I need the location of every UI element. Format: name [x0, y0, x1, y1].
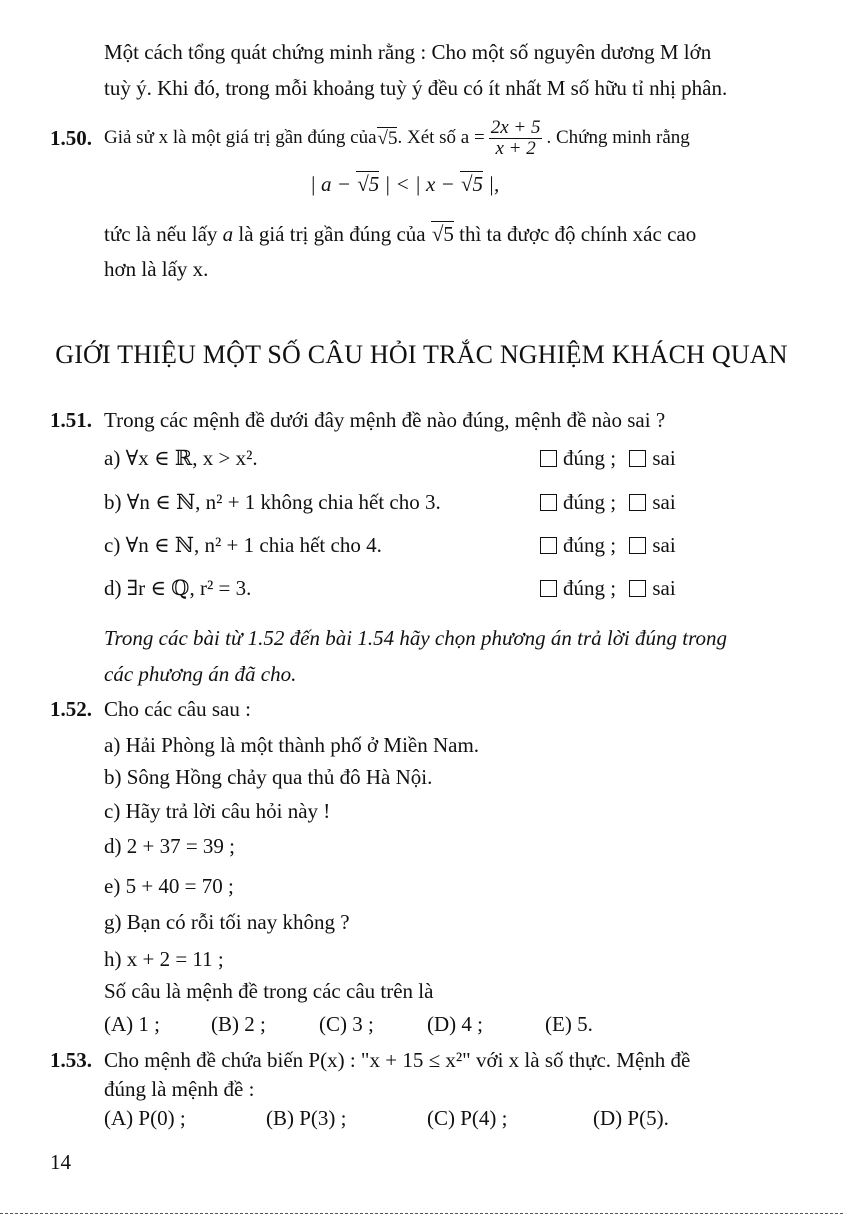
ex151-item-b: b) ∀n ∈ ℕ, n² + 1 không chia hết cho 3. — [104, 490, 441, 514]
ex150-line-3 — [104, 222, 696, 247]
ex152-prompt: Số câu là mệnh đề trong các câu trên là — [104, 979, 434, 1003]
true-checkbox[interactable] — [540, 450, 557, 467]
sqrt5-symbol: √5 — [431, 222, 454, 246]
instruction-line-2: các phương án đã cho. — [104, 662, 297, 686]
true-checkbox[interactable] — [540, 494, 557, 511]
ex151-choices-d — [540, 576, 676, 601]
true-checkbox[interactable] — [540, 537, 557, 554]
section-title: GIỚI THIỆU MỘT SỐ CÂU HỎI TRẮC NGHIỆM KHÁCH QUAN — [55, 340, 788, 369]
ex152-item-c: c) Hãy trả lời câu hỏi này ! — [104, 799, 331, 823]
ex151-item-d: d) ∃r ∈ ℚ, r² = 3. — [104, 576, 252, 600]
fraction-numerator: 2x + 5 — [490, 116, 541, 138]
true-label: đúng ; — [563, 576, 617, 600]
ex153-option-a: (A) P(0) ; — [104, 1106, 186, 1130]
ex152-option-a: (A) 1 ; — [104, 1012, 160, 1036]
ex150-text-c: . Chứng minh rằng — [546, 127, 690, 148]
ex153-option-c: (C) P(4) ; — [427, 1106, 508, 1130]
ex152-item-b: b) Sông Hồng chảy qua thủ đô Hà Nội. — [104, 765, 433, 789]
sqrt5-symbol: √5 — [377, 127, 398, 149]
ex151-choices-a — [540, 446, 676, 471]
ex150-line-3d: thì ta được độ chính xác cao — [459, 222, 697, 246]
sqrt5-symbol: √5 — [357, 172, 380, 196]
inequality-part-c: |, — [482, 172, 500, 196]
intro-line-1: Một cách tổng quát chứng minh rằng : Cho một số nguyên dương M lớn — [104, 40, 712, 64]
ex151-item-c: c) ∀n ∈ ℕ, n² + 1 chia hết cho 4. — [104, 533, 382, 557]
ex152-option-c: (C) 3 ; — [319, 1012, 374, 1036]
exercise-1-52-number: 1.52. — [50, 697, 92, 721]
ex150-line-3a: tức là nếu lấy — [104, 222, 218, 246]
exercise-1-51-number: 1.51. — [50, 408, 92, 432]
false-checkbox[interactable] — [629, 450, 646, 467]
exercise-1-50-statement — [104, 112, 690, 164]
inequality-part-a: | a − — [310, 172, 357, 196]
instruction-line-1: Trong các bài từ 1.52 đến bài 1.54 hãy chọn phương án trả lời đúng trong — [104, 626, 727, 650]
ex153-option-d: (D) P(5). — [593, 1106, 669, 1130]
ex150-line-3b: a — [222, 222, 234, 246]
ex151-item-a: a) ∀x ∈ ℝ, x > x². — [104, 446, 258, 470]
exercise-1-53-line-2: đúng là mệnh đề : — [104, 1077, 255, 1101]
ex152-item-g: g) Bạn có rỗi tối nay không ? — [104, 910, 350, 934]
fraction-denominator: x + 2 — [495, 137, 536, 159]
ex152-item-a: a) Hải Phòng là một thành phố ở Miền Nam. — [104, 733, 480, 757]
ex153-option-b: (B) P(3) ; — [266, 1106, 347, 1130]
ex150-line-3c: là giá trị gần đúng của — [238, 222, 426, 246]
false-checkbox[interactable] — [629, 494, 646, 511]
true-label: đúng ; — [563, 490, 617, 514]
ex150-line-4: hơn là lấy x. — [104, 257, 209, 281]
exercise-1-53-number: 1.53. — [50, 1048, 92, 1072]
ex151-choices-c — [540, 533, 676, 558]
ex152-item-h: h) x + 2 = 11 ; — [104, 947, 224, 971]
inequality-part-b: | < | x − — [379, 172, 460, 196]
ex152-option-d: (D) 4 ; — [427, 1012, 483, 1036]
inequality — [310, 172, 499, 197]
true-label: đúng ; — [563, 533, 617, 557]
exercise-1-50-number: 1.50. — [50, 126, 92, 150]
exercise-1-52-question: Cho các câu sau : — [104, 697, 251, 721]
intro-line-2: tuỳ ý. Khi đó, trong mỗi khoảng tuỳ ý đều có ít nhất M số hữu tỉ nhị phân. — [104, 76, 728, 100]
ex152-option-b: (B) 2 ; — [211, 1012, 266, 1036]
exercise-1-53-line-1: Cho mệnh đề chứa biến P(x) : "x + 15 ≤ x²" với x là số thực. Mệnh đề — [104, 1048, 691, 1072]
fraction-a — [489, 118, 543, 159]
sqrt5-symbol: √5 — [460, 172, 483, 196]
false-checkbox[interactable] — [629, 537, 646, 554]
ex151-choices-b — [540, 490, 676, 515]
false-label: sai — [652, 446, 676, 470]
exercise-1-51-question: Trong các mệnh đề dưới đây mệnh đề nào đúng, mệnh đề nào sai ? — [104, 408, 666, 432]
ex152-item-d: d) 2 + 37 = 39 ; — [104, 834, 236, 858]
ex152-option-e: (E) 5. — [545, 1012, 593, 1036]
page-number: 14 — [50, 1150, 71, 1174]
bottom-rule — [0, 1213, 843, 1214]
false-label: sai — [652, 490, 676, 514]
true-checkbox[interactable] — [540, 580, 557, 597]
false-label: sai — [652, 576, 676, 600]
ex150-text-a: Giả sử x là một giá trị gần đúng của — [104, 127, 377, 148]
ex152-item-e: e) 5 + 40 = 70 ; — [104, 874, 234, 898]
false-label: sai — [652, 533, 676, 557]
ex150-text-b: . Xét số a = — [397, 127, 485, 148]
false-checkbox[interactable] — [629, 580, 646, 597]
true-label: đúng ; — [563, 446, 617, 470]
